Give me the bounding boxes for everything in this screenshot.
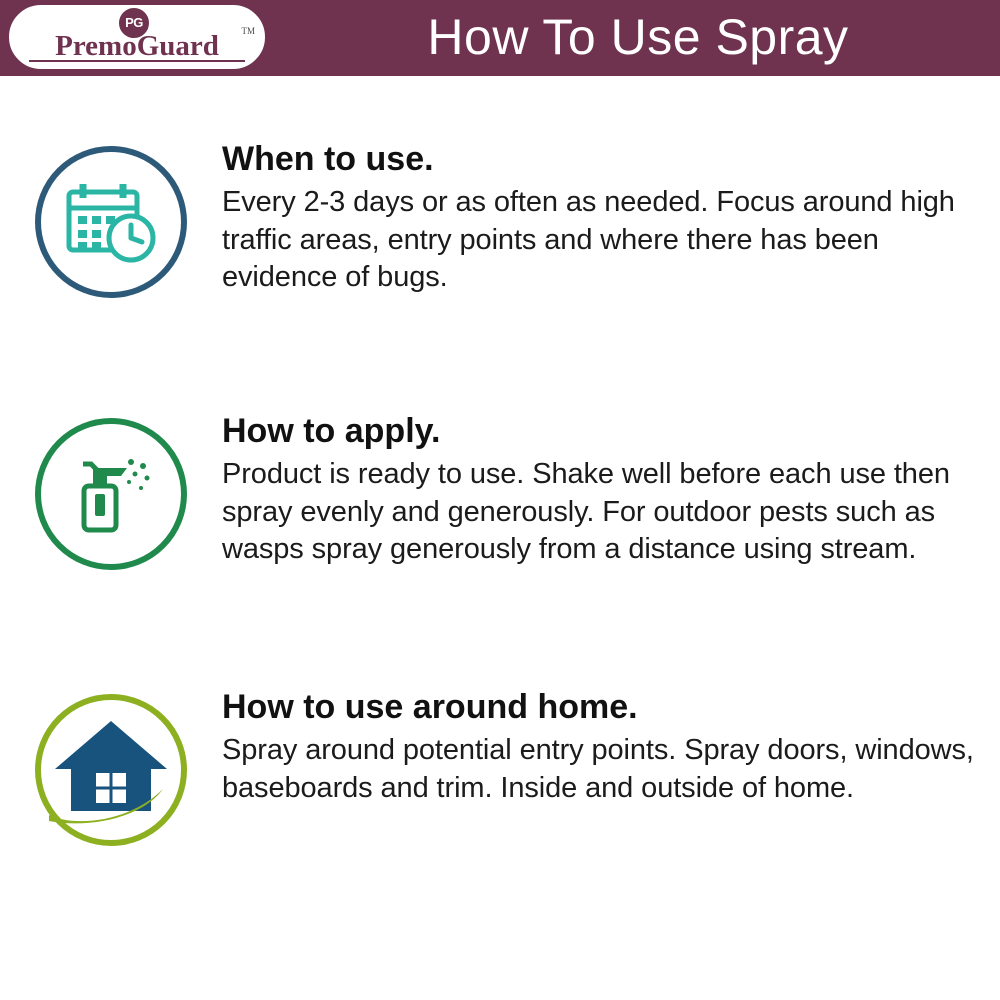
page-title: How To Use Spray <box>427 9 849 65</box>
section-body: Every 2-3 days or as often as needed. Focus around high traffic areas, entry points and where there has been evidence of bugs. <box>222 186 955 294</box>
section-title: How to apply. <box>222 412 441 450</box>
section-how-to-apply <box>0 412 1000 570</box>
text-column <box>222 412 1000 569</box>
page-header <box>0 0 1000 76</box>
spray-bottle-icon <box>35 418 187 570</box>
logo-word-guard: Guard <box>136 30 219 62</box>
icon-column <box>0 140 222 298</box>
text-column <box>222 140 1000 297</box>
section-title: How to use around home. <box>222 688 638 726</box>
logo-trademark: TM <box>241 26 255 36</box>
section-title: When to use. <box>222 140 434 178</box>
section-body: Spray around potential entry points. Spray doors, windows, baseboards and trim. Inside and outside of home. <box>222 734 974 804</box>
icon-column <box>0 688 222 846</box>
section-how-to-use-around-home <box>0 688 1000 846</box>
text-column <box>222 688 1000 807</box>
section-body: Product is ready to use. Shake well before each use then spray evenly and generously. For outdoor pests such as wasps spray generously from a distance using stream. <box>222 458 950 566</box>
section-when-to-use <box>0 140 1000 298</box>
calendar-clock-icon <box>35 146 187 298</box>
logo-word-premo: Premo <box>55 30 137 62</box>
logo-wordmark <box>13 30 261 63</box>
house-icon <box>35 694 187 846</box>
icon-column <box>0 412 222 570</box>
logo-badge: PG <box>117 6 151 40</box>
premoguard-logo <box>6 2 268 72</box>
